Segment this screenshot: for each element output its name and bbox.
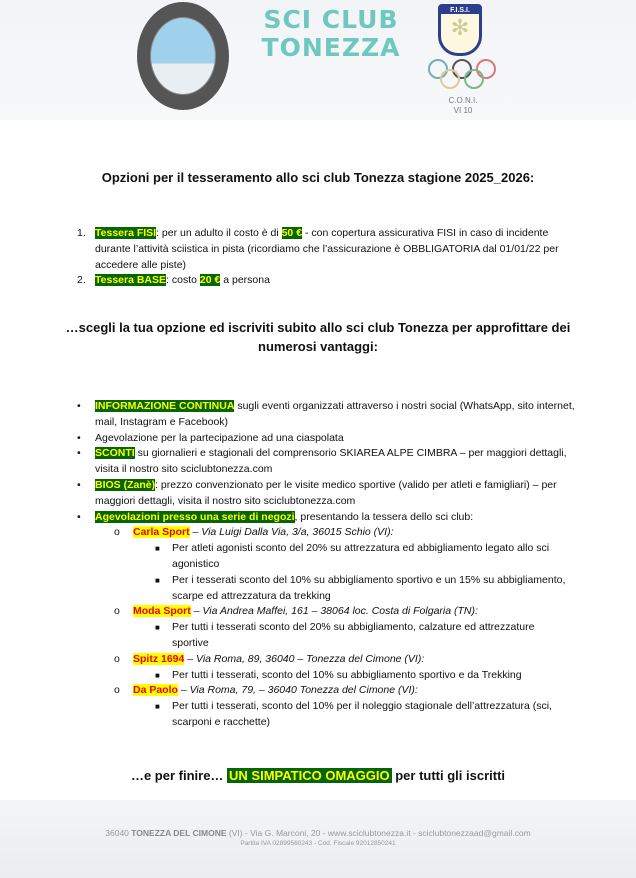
benefit-text: Agevolazione per la partecipazione ad una ciaspolata [95,431,344,444]
option-text: : costo [166,274,200,287]
option-item [77,273,577,289]
shop-address: – Via Roma, 89, 36040 – Tonezza del Cimone (VI): [184,652,425,665]
option-text: - con copertura assicurativa FISI in caso di incidente durante l’attività sciistica in pista (ricordiamo che l’assicurazione è OBBLIGATORIA dal 01/01/22 per accedere alle piste) [95,227,559,271]
square-bullet-icon: ■ [155,702,160,712]
benefit-label: Agevolazioni presso una serie di negozi [95,510,295,523]
fisi-label: F.I.S.I. [441,7,479,14]
footer-tax-info: Partita IVA 02899560243 - Cod. Fiscale 92012850241 [240,840,396,847]
square-bullet-icon: ■ [155,544,160,554]
benefit-text: sugli eventi organizzati attraverso i nostri social (WhatsApp, sito internet, mail, Instagram e Facebook) [95,400,575,428]
benefit-item [77,510,587,526]
bullet-icon: • [77,478,81,491]
footer-contacts: (VI) - Via G. Marconi, 20 - www.sciclubtonezza.it - sciclubtonezzaad@gmail.com [226,828,531,838]
offer-text: Per tutti i tesserati sconto del 20% su abbigliamento, calzature ed attrezzature sportive [172,621,535,649]
brand-line-2: TONEZZA [261,33,401,62]
shop-name: Carla Sport [133,526,190,539]
shop-item [77,652,587,668]
benefit-label: SCONTI [95,447,135,460]
benefit-item [77,431,587,447]
benefit-label: BIOS (Zanè) [95,478,156,491]
offer-text: Per tutti i tesserati, sconto del 10% su abbigliamento sportivo e da Trekking [172,668,522,681]
closing-text: per tutti gli iscritti [391,768,506,783]
shop-name: Moda Sport [133,605,191,618]
option-item [77,226,577,273]
subtitle: …scegli la tua opzione ed iscriviti subito allo sci club Tonezza per approfittare dei numerosi vantaggi: [65,320,571,354]
shop-offer [77,573,587,605]
letterhead [0,0,636,120]
benefit-text: su giornalieri e stagionali del comprensorio SKIAREA ALPE CIMBRA – per maggiori dettagli, visita il nostro sito sciclubtonezza.com [95,447,567,476]
shop-address: – Via Roma, 79, – 36040 Tonezza del Cimone (VI): [177,684,418,697]
coni-line-1: C.O.N.I. [448,96,478,105]
shop-name: Spitz 1694 [133,652,185,665]
page-title: Opzioni per il tesseramento allo sci club Tonezza stagione 2025_2026: [101,170,535,185]
letterhead-footer [0,800,636,878]
membership-options [77,226,577,289]
coni-label [438,96,488,116]
circle-bullet-icon: o [114,526,120,539]
option-text: a persona [220,274,270,287]
sci-club-logo [137,2,229,110]
offer-text: Per atleti agonisti sconto del 20% su attrezzatura ed abbigliamento legato allo sci agonistico [172,542,550,570]
benefit-text: , presentando la tessera dello sci club: [294,510,474,523]
shop-address: – Via Luigi Dalla Via, 3/a, 36015 Schio (VI): [189,526,394,539]
offer-text: Per tutti i tesserati, sconto del 10% per il noleggio stagionale dell’attrezzatura (sci, scarponi e racchette) [172,700,552,728]
benefit-item [77,399,587,431]
coni-line-2: VI 10 [453,106,473,115]
bullet-icon: • [77,510,81,523]
circle-bullet-icon: o [114,605,120,618]
gift-highlight: UN SIMPATICO OMAGGIO [229,768,390,783]
shop-item [77,604,587,620]
square-bullet-icon: ■ [155,623,160,633]
shop-item [77,683,587,699]
bullet-icon: • [77,431,81,444]
shop-address: – Via Andrea Maffei, 161 – 38064 loc. Costa di Folgaria (TN): [190,605,478,618]
footer-town: TONEZZA DEL CIMONE [131,828,227,838]
option-price: 50 € [281,227,303,239]
circle-bullet-icon: o [114,684,120,697]
option-text: : per un adulto il costo è di [156,227,282,239]
bullet-icon: • [77,447,81,460]
shop-offer [77,541,587,573]
bullet-icon: • [77,400,81,412]
benefit-item [77,446,587,478]
footer-zip: 36040 [105,828,132,838]
brand-line-1: SCI CLUB [263,5,399,34]
closing-text: …e per finire… [130,768,228,783]
footer-address [0,828,636,838]
shop-offer [77,668,587,684]
square-bullet-icon: ■ [155,575,160,585]
olympic-rings-icon [426,58,498,90]
shop-offer [77,620,587,652]
shop-name: Da Paolo [133,684,178,697]
benefit-item [77,478,587,510]
option-label: Tessera FISI [95,227,157,239]
list-number: 2. [77,274,86,287]
list-number: 1. [77,227,86,239]
fisi-logo: F.I.S.I. ✻ [438,4,482,56]
brand-title [255,6,407,62]
option-price: 20 € [199,274,221,287]
benefits-list [77,399,587,731]
option-label: Tessera BASE [95,274,167,287]
closing-line [0,768,636,784]
circle-bullet-icon: o [114,652,120,665]
benefit-text: : prezzo convenzionato per le visite medico sportive (valido per atleti e famigliari) – per maggiori dettagli, visita il nostro sito sciclubtonezza.com [95,478,557,507]
benefit-label: INFORMAZIONE CONTINUA [95,400,235,412]
shop-offer [77,699,587,731]
shop-item [77,525,587,541]
square-bullet-icon: ■ [155,670,160,680]
offer-text: Per i tesserati sconto del 10% su abbigliamento sportivo e un 15% su abbigliamento, scarpe ed attrezzatura da trekking [172,573,566,602]
